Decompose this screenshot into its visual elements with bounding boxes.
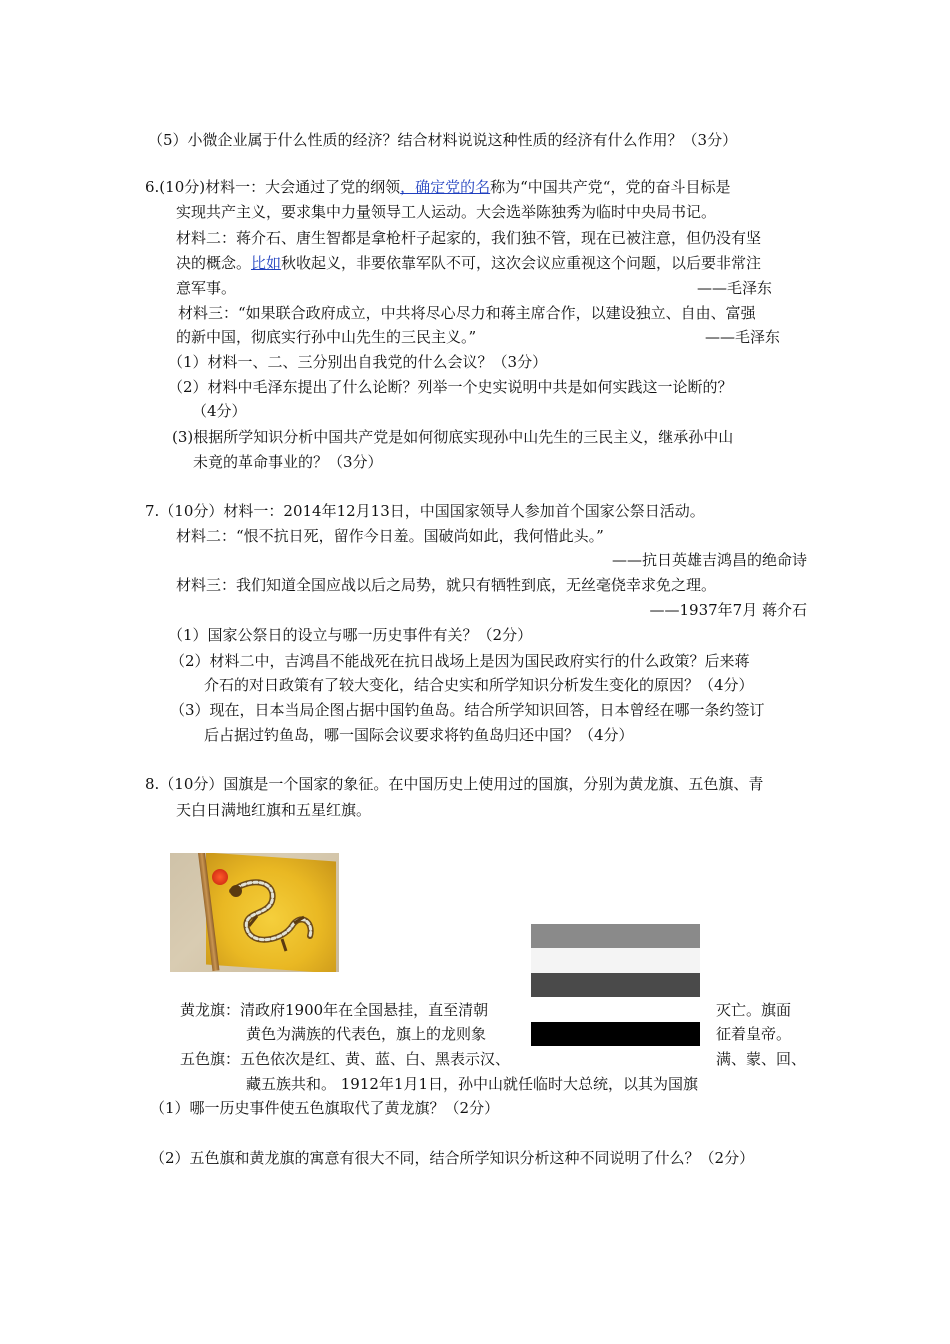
- q8-dragon-desc-b: 灭亡。旗面: [716, 1001, 792, 1019]
- q6-material2-line3: 意军事。: [176, 279, 237, 297]
- q7-material3: 材料三：我们知道全国应战以后之局势，就只有牺牲到底，无丝毫侥幸求免之理。: [176, 576, 717, 594]
- q7-material3-source: ——1937年7月 蒋介石: [649, 601, 807, 619]
- q8-five-desc-a: 五色旗：五色依次是红、黄、蓝、白、黑表示汉、: [180, 1050, 511, 1068]
- q6-sub3: (3)根据所学知识分析中国共产党是如何彻底实现孙中山先生的三民主义，继承孙中山: [172, 428, 734, 446]
- q6-sub2-score: （4分）: [192, 402, 247, 420]
- q6-material3-source: ——毛泽东: [705, 328, 781, 346]
- q7-material2-source: ——抗日英雄吉鸿昌的绝命诗: [611, 551, 807, 569]
- flag-stripe-4: [531, 997, 700, 1021]
- q6-hyperlink-2[interactable]: 比如: [251, 254, 282, 272]
- q5-sub5: （5）小微企业属于什么性质的经济？结合材料说说这种性质的经济有什么作用？（3分）: [148, 131, 738, 149]
- q7-sub1: （1）国家公祭日的设立与哪一历史事件有关？（2分）: [168, 626, 533, 644]
- q8-line2: 天白日满地红旗和五星红旗。: [176, 801, 372, 819]
- q6-hyperlink-1[interactable]: ，确定党的名: [400, 178, 491, 196]
- q6-material2-line2: [176, 253, 761, 273]
- q8-five-desc-c: 藏五族共和。 1912年1月1日，孙中山就任临时大总统，以其为国旗: [246, 1075, 699, 1093]
- q6-sub1: （1）材料一、二、三分别出自我党的什么会议？（3分）: [168, 353, 548, 371]
- q6-line4-a: 决的概念。: [176, 254, 252, 272]
- q8-sub2: （2）五色旗和黄龙旗的寓意有很大不同，结合所学知识分析这种不同说明了什么？（2分）: [150, 1149, 755, 1167]
- q6-line1-a: 6.(10分)材料一：大会通过了党的纲领: [145, 178, 401, 196]
- q7-line1: 7.（10分）材料一：2014年12月13日，中国国家领导人参加首个国家公祭日活动。: [145, 502, 705, 520]
- q6-line1-b: 称为“中国共产党“，党的奋斗目标是: [490, 178, 731, 196]
- flag-stripe-2: [531, 948, 700, 972]
- q7-sub2: （2）材料二中，吉鸿昌不能战死在抗日战场上是因为国民政府实行的什么政策？后来蒋: [170, 652, 750, 670]
- q7-sub2-cont: 介石的对日政策有了较大变化，结合史实和所学知识分析发生变化的原因？（4分）: [204, 676, 754, 694]
- q8-dragon-desc-d: 征着皇帝。: [716, 1025, 792, 1043]
- flag-stripe-3: [531, 973, 700, 997]
- q6-material2-line1: 材料二：蒋介石、唐生智都是拿枪杆子起家的，我们独不管，现在已被注意，但仍没有坚: [176, 229, 762, 247]
- q8-five-desc-b: 满、蒙、回、: [716, 1050, 807, 1068]
- q8-dragon-desc-c: 黄色为满族的代表色，旗上的龙则象: [246, 1025, 487, 1043]
- q6-material2-source: ——毛泽东: [697, 279, 773, 297]
- q8-dragon-desc-a: 黄龙旗：清政府1900年在全国悬挂，直至清朝: [180, 1001, 489, 1019]
- q6-line4-b: 秋收起义，非要依靠军队不可，这次会议应重视这个问题，以后要非常注: [281, 254, 762, 272]
- q7-sub3-cont: 后占据过钓鱼岛，哪一国际会议要求将钓鱼岛归还中国？（4分）: [204, 726, 634, 744]
- q6-sub2: （2）材料中毛泽东提出了什么论断？列举一个史实说明中共是如何实践这一论断的？: [168, 378, 733, 396]
- five-color-flag-image: [531, 924, 700, 1046]
- flag-stripe-1: [531, 924, 700, 948]
- q6-line1: [145, 177, 730, 197]
- flag-stripe-5: [531, 1022, 700, 1046]
- q8-line1: 8.（10分）国旗是一个国家的象征。在中国历史上使用过的国旗，分别为黄龙旗、五色旗、青: [145, 775, 764, 793]
- yellow-dragon-flag-image: [170, 853, 339, 972]
- q8-sub1: （1）哪一历史事件使五色旗取代了黄龙旗？（2分）: [150, 1099, 500, 1117]
- q6-material3-line1: 材料三：“如果联合政府成立，中共将尽心尽力和蒋主席合作，以建设独立、自由、富强: [178, 304, 756, 322]
- q7-sub3: （3）现在，日本当局企图占据中国钓鱼岛。结合所学知识回答，日本曾经在哪一条约签订: [170, 701, 765, 719]
- q6-sub3-cont: 未竟的革命事业的？（3分）: [193, 453, 383, 471]
- q7-material2: 材料二：“恨不抗日死，留作今日羞。国破尚如此，我何惜此头。”: [176, 527, 604, 545]
- q6-line2: 实现共产主义，要求集中力量领导工人运动。大会选举陈独秀为临时中央局书记。: [176, 203, 717, 221]
- q6-material3-line2: 的新中国，彻底实行孙中山先生的三民主义。”: [176, 328, 477, 346]
